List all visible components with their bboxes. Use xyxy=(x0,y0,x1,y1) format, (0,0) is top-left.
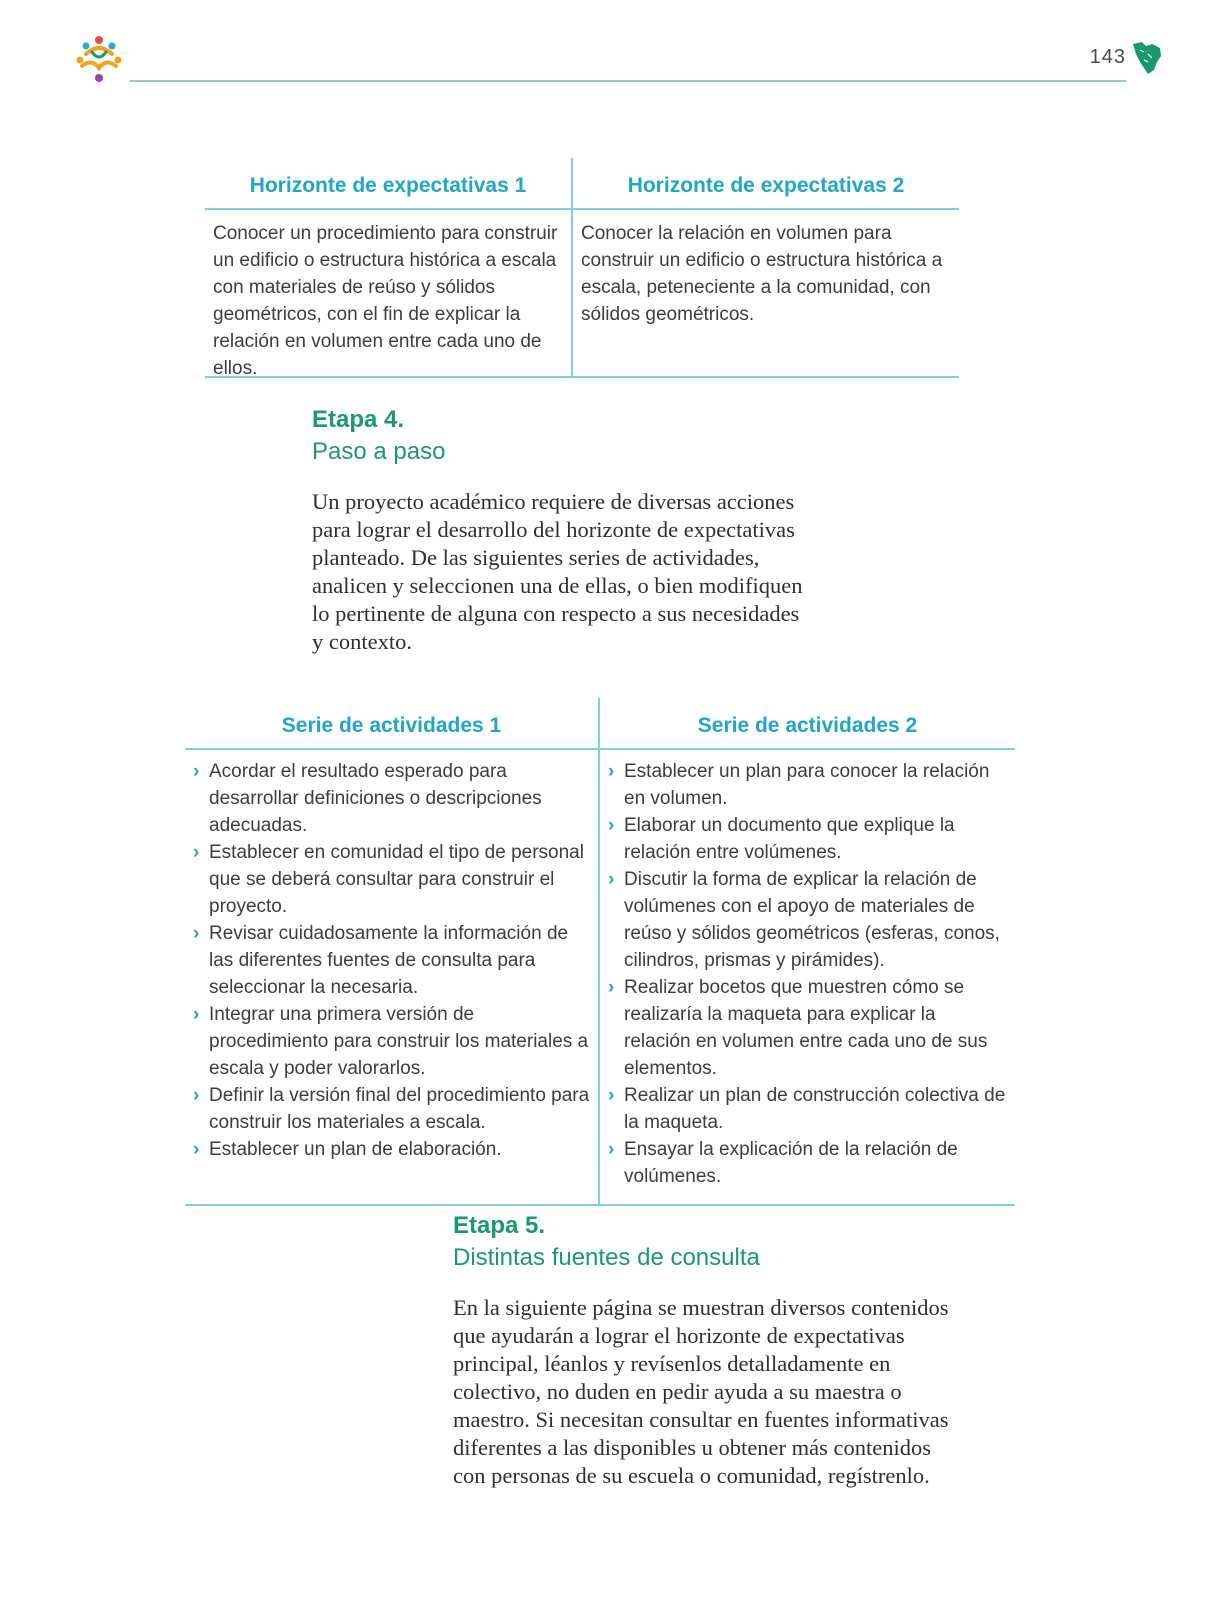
list-item: › Establecer en comunidad el tipo de personal que se deberá consultar para construir el proyecto. xyxy=(193,839,590,920)
list-item: › Discutir la forma de explicar la relación de volúmenes con el apoyo de materiales de reúso y sólidos geométricos (esferas, conos, cilindros, prismas y pirámides). xyxy=(608,866,1007,974)
list-item: › Ensayar la explicación de la relación de volúmenes. xyxy=(608,1136,1007,1190)
stage-4-label: Etapa 4. xyxy=(312,406,405,433)
activities-table xyxy=(185,698,1015,1206)
list-item: › Establecer un plan de elaboración. xyxy=(193,1136,590,1163)
stage-5-title: Distintas fuentes de consulta xyxy=(453,1244,760,1271)
expectations-column-1 xyxy=(205,158,573,379)
expectations-column-2-text: Conocer la relación en volumen para construir un edificio o estructura histórica a escala, peteneciente a la comunidad, con sólidos geométricos. xyxy=(581,223,943,325)
page-number: 143 xyxy=(1089,46,1126,68)
header-rule xyxy=(130,80,1126,82)
list-item: › Realizar bocetos que muestren cómo se realizaría la maqueta para explicar la relación en volumen entre cada uno de sus elementos. xyxy=(608,974,1007,1082)
table-bottom-rule xyxy=(185,1204,1015,1206)
list-item: › Realizar un plan de construcción colectiva de la maqueta. xyxy=(608,1082,1007,1136)
stage-5-paragraph: En la siguiente página se muestran diversos contenidos que ayudarán a lograr el horizonte de expectativas principal, léanlos y revísenlos detalladamente en colectivo, no duden en pedir ayuda a su maestra o maestro. Si necesitan consultar en fuentes informativas diferentes a las disponibles u obtener más contenidos con personas de su escuela o comunidad, regístrenlo. xyxy=(453,1295,949,1488)
expectations-column-2 xyxy=(573,158,959,376)
activities-column-2-title: Serie de actividades 2 xyxy=(600,698,1015,750)
expectations-column-2-title: Horizonte de expectativas 2 xyxy=(573,158,959,210)
stage-4-title: Paso a paso xyxy=(312,438,446,465)
activities-column-1-title: Serie de actividades 1 xyxy=(185,698,598,750)
activities-list-2 xyxy=(608,758,1007,1190)
list-item: › Acordar el resultado esperado para desarrollar definiciones o descripciones adecuadas. xyxy=(193,758,590,839)
stage-4-heading xyxy=(312,404,445,468)
expectations-column-1-text: Conocer un procedimiento para construir un edificio o estructura histórica a escala con materiales de reúso y sólidos geométricos, con el fin de explicar la relación en volumen entre cada uno de ellos. xyxy=(213,223,558,379)
list-item: › Integrar una primera versión de procedimiento para construir los materiales a escala y poder valorarlos. xyxy=(193,1001,590,1082)
mexico-map-icon xyxy=(1130,40,1164,76)
list-item: › Elaborar un documento que explique la relación entre volúmenes. xyxy=(608,812,1007,866)
expectations-column-1-title: Horizonte de expectativas 1 xyxy=(205,158,571,210)
table-bottom-rule xyxy=(205,376,959,378)
activities-list-1 xyxy=(193,758,590,1163)
list-item: › Definir la versión final del procedimiento para construir los materiales a escala. xyxy=(193,1082,590,1136)
expectations-table xyxy=(205,158,959,378)
list-item: › Establecer un plan para conocer la relación en volumen. xyxy=(608,758,1007,812)
activities-column-2 xyxy=(600,698,1015,1204)
stage-5-heading xyxy=(453,1210,760,1274)
stage-4-paragraph: Un proyecto académico requiere de diversas acciones para lograr el desarrollo del horizonte de expectativas planteado. De las siguientes series de actividades, analicen y seleccionen una de ellas, o bien modifiquen lo pertinente de alguna con respecto a sus necesidades y contexto. xyxy=(312,489,803,654)
list-item: › Revisar cuidadosamente la información de las diferentes fuentes de consulta para seleccionar la necesaria. xyxy=(193,920,590,1001)
stage-5-label: Etapa 5. xyxy=(453,1212,546,1239)
activities-column-1 xyxy=(185,698,600,1204)
people-circle-logo-icon xyxy=(72,32,126,86)
